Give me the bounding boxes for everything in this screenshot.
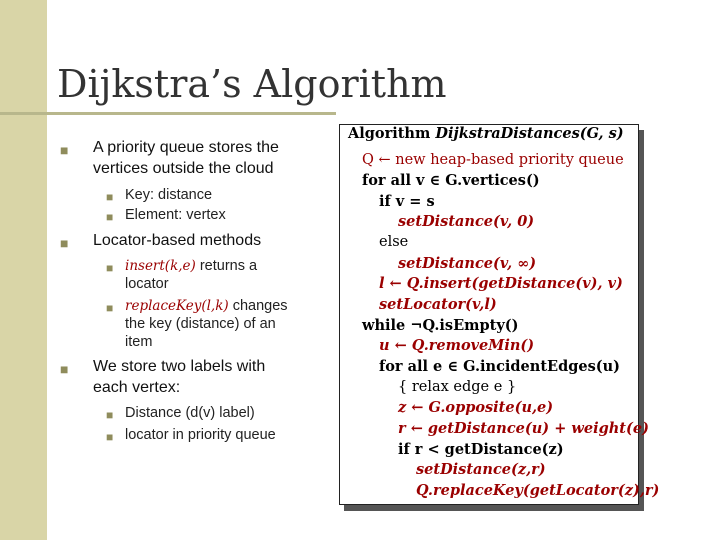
code-line: else <box>379 234 409 250</box>
square-bullet-icon: ■ <box>106 301 114 315</box>
algorithm-header <box>348 125 624 142</box>
pseudocode-box <box>339 124 660 505</box>
code-line: setLocator(v,l) <box>379 296 497 313</box>
code-line: z ← G.opposite(u,e) <box>398 399 554 416</box>
square-bullet-icon: ■ <box>106 430 114 444</box>
sub-bullet-text: Key: distance <box>125 187 213 203</box>
square-bullet-icon: ■ <box>106 408 114 422</box>
sub-bullet-element <box>58 206 318 224</box>
bullet-text-cont: vertices outside the cloud <box>93 160 274 177</box>
slide-title: Dijkstra’s Algorithm <box>57 62 447 106</box>
bullet-priority-queue <box>58 137 318 179</box>
bullet-two-labels <box>58 356 318 398</box>
code-line: setDistance(v, 0) <box>398 213 535 230</box>
sub-bullet-key <box>58 186 318 204</box>
method-insert: insert(k,e) <box>125 258 196 274</box>
code-line: r ← getDistance(u) + weight(e) <box>398 420 649 437</box>
slide-sidebar-band <box>0 0 47 540</box>
code-line: Q ← new heap-based priority queue <box>362 152 624 168</box>
sub-bullet-text: returns a <box>195 258 258 274</box>
code-line: u ← Q.removeMin() <box>379 337 535 354</box>
title-underline <box>0 112 336 115</box>
code-line: for all e ∈ G.incidentEdges(u) <box>379 358 620 375</box>
bullet-text-cont: each vertex: <box>93 379 181 396</box>
code-line: for all v ∈ G.vertices() <box>362 172 540 189</box>
algorithm-keyword: Algorithm <box>348 125 431 142</box>
sub-bullet-text: Element: vertex <box>125 207 226 223</box>
square-bullet-icon: ■ <box>60 142 69 158</box>
sub-bullet-locator <box>58 426 318 444</box>
code-line: { relax edge e } <box>398 379 517 395</box>
code-line: setDistance(v, ∞) <box>398 255 537 272</box>
square-bullet-icon: ■ <box>106 261 114 275</box>
code-line: while ¬Q.isEmpty() <box>362 317 519 334</box>
code-line: setDistance(z,r) <box>416 461 546 478</box>
square-bullet-icon: ■ <box>106 210 114 224</box>
sub-bullet-text: changes <box>228 298 288 314</box>
sub-bullet-insert <box>58 257 318 293</box>
method-replace-key: replaceKey(l,k) <box>125 298 229 314</box>
sub-bullet-text-cont: item <box>125 334 153 350</box>
sub-bullet-text: Distance (d(v) label) <box>125 405 255 421</box>
square-bullet-icon: ■ <box>60 235 69 251</box>
sub-bullet-distance <box>58 404 318 422</box>
bullet-text: A priority queue stores the <box>93 139 279 156</box>
square-bullet-icon: ■ <box>60 361 69 377</box>
sub-bullet-text: locator in priority queue <box>125 427 276 443</box>
algorithm-name: DijkstraDistances(G, s) <box>435 125 624 142</box>
code-line: if r < getDistance(z) <box>398 441 564 458</box>
bullet-list <box>58 137 318 444</box>
sub-bullet-replace-key <box>58 297 318 351</box>
code-line: l ← Q.insert(getDistance(v), v) <box>379 275 623 292</box>
bullet-text: We store two labels with <box>93 358 266 375</box>
code-line: if v = s <box>379 193 435 210</box>
sub-bullet-text-cont: the key (distance) of an <box>125 316 276 332</box>
bullet-locator-methods <box>58 230 318 251</box>
sub-bullet-text-cont: locator <box>125 276 169 292</box>
bullet-text: Locator-based methods <box>93 232 262 249</box>
square-bullet-icon: ■ <box>106 190 114 204</box>
code-line: Q.replaceKey(getLocator(z),r) <box>416 482 660 499</box>
